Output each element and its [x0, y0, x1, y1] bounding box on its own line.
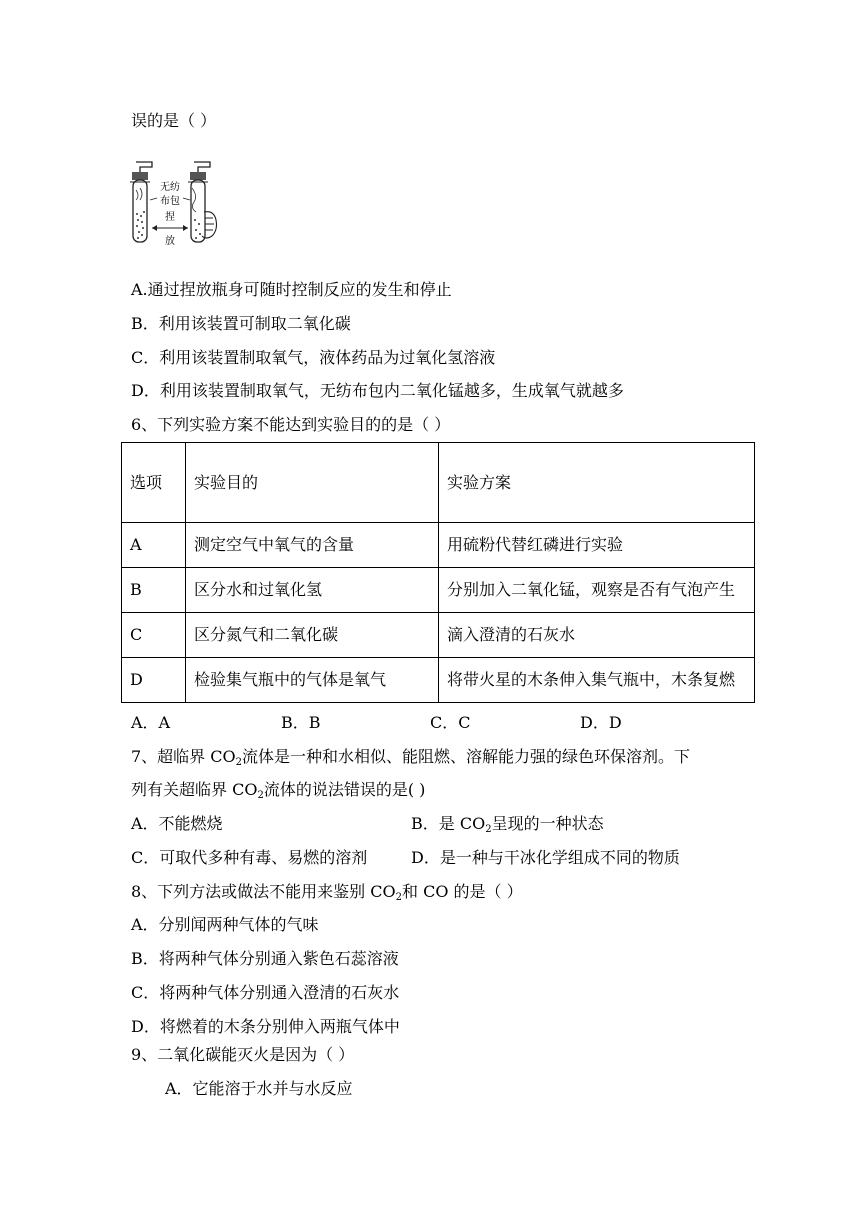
row-option: B: [122, 568, 186, 613]
q5-option-d: D．利用该装置制取氧气，无纺布包内二氧化锰越多，生成氧气就越多: [131, 381, 624, 400]
figure-label-2: 布包: [160, 196, 180, 207]
row-option: A: [122, 523, 186, 568]
q6-table: [121, 442, 755, 703]
q6-choice-d: D．D: [580, 713, 622, 732]
q6-choice-a: A．A: [131, 713, 171, 732]
q7-option-a: A．不能燃烧: [131, 814, 223, 833]
q7-stem-line2: 列有关超临界 $CO_2$流体的说法错误的是( ): [131, 780, 426, 801]
q8-option-a: A．分别闻两种气体的气味: [131, 915, 319, 934]
figure-label-1: 无纺: [160, 182, 180, 193]
q7-option-c: C．可取代多种有毒、易燃的溶剂: [131, 848, 368, 867]
row-plan: 分别加入二氧化锰，观察是否有气泡产生: [439, 568, 755, 613]
q8-option-d: D．将燃着的木条分别伸入两瓶气体中: [131, 1017, 400, 1036]
row-plan: 滴入澄清的石灰水: [439, 613, 755, 658]
q7-option-d: D．是一种与干冰化学组成不同的物质: [411, 848, 680, 867]
q7-stem-line1: 7、超临界 $CO_2$流体是一种和水相似、能阻燃、溶解能力强的绿色环保溶剂。下: [131, 747, 691, 768]
header-plan: 实验方案: [439, 443, 755, 523]
q8-stem: 8、下列方法或做法不能用来鉴别 $CO_2$和 CO 的是（ ）: [131, 882, 523, 903]
table-row: [122, 658, 755, 703]
figure-label-3: 捏: [165, 212, 175, 223]
table-row: [122, 613, 755, 658]
q5-stem-tail: 误的是（ ）: [131, 111, 217, 130]
row-purpose: 区分氮气和二氧化碳: [186, 613, 439, 658]
figure-label-4: 放: [165, 236, 175, 247]
table-row: [122, 568, 755, 613]
q5-option-c: C．利用该装置制取氧气，液体药品为过氧化氢溶液: [131, 348, 496, 367]
row-option: C: [122, 613, 186, 658]
q5-option-b: B．利用该装置可制取二氧化碳: [131, 314, 351, 333]
row-plan: 用硫粉代替红磷进行实验: [439, 523, 755, 568]
table-header-row: [122, 443, 755, 523]
q6-choice-b: B．B: [281, 713, 321, 732]
q8-option-c: C．将两种气体分别通入澄清的石灰水: [131, 983, 400, 1002]
row-plan: 将带火星的木条伸入集气瓶中，木条复燃: [439, 658, 755, 703]
bottle-apparatus-figure: [126, 158, 222, 250]
q6-stem: 6、下列实验方案不能达到实验目的的是（ ）: [131, 415, 451, 434]
table-row: [122, 523, 755, 568]
q8-option-b: B．将两种气体分别通入紫色石蕊溶液: [131, 949, 399, 968]
q5-option-a: A.通过捏放瓶身可随时控制反应的发生和停止: [131, 280, 452, 299]
q9-stem: 9、二氧化碳能灭火是因为（ ）: [131, 1045, 355, 1064]
q9-option-a: A．它能溶于水并与水反应: [165, 1079, 353, 1098]
row-purpose: 检验集气瓶中的气体是氧气: [186, 658, 439, 703]
q7-option-b: B．是 $CO_2$呈现的一种状态: [411, 814, 604, 835]
header-option: 选项: [122, 443, 186, 523]
row-purpose: 测定空气中氧气的含量: [186, 523, 439, 568]
header-purpose: 实验目的: [186, 443, 439, 523]
row-purpose: 区分水和过氧化氢: [186, 568, 439, 613]
row-option: D: [122, 658, 186, 703]
q6-choice-c: C．C: [430, 713, 471, 732]
